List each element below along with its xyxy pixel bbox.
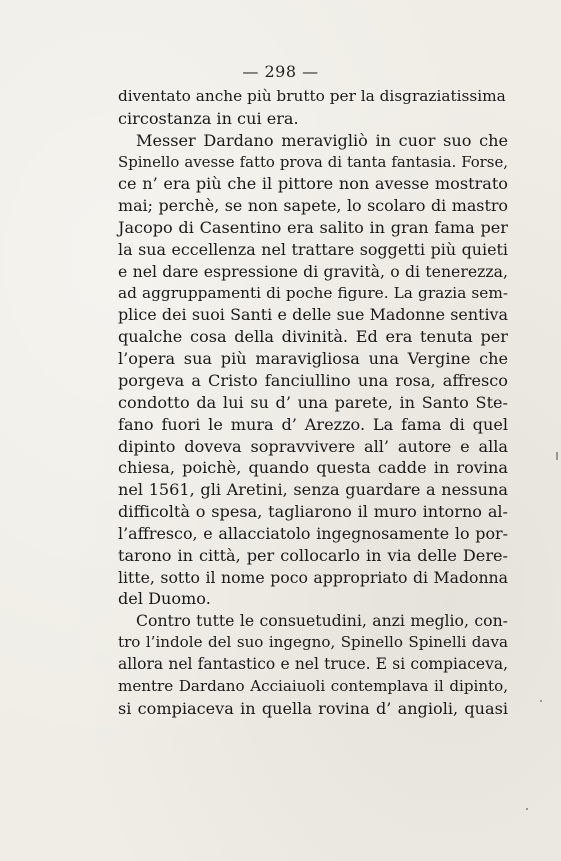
text-line: si compiaceva in quella rovina d’ angioli, quasi bbox=[118, 698, 508, 718]
body-text bbox=[118, 86, 508, 719]
text-line: circostanza in cui era. bbox=[118, 108, 299, 128]
scan-speck bbox=[556, 452, 558, 460]
text-line: nel 1561, gli Aretini, senza guardare a nessuna bbox=[118, 480, 508, 500]
text-line: l’affresco, e allacciatolo ingegnosamente lo por- bbox=[118, 523, 508, 543]
text-line: Spinello avesse fatto prova di tanta fantasia. Forse, bbox=[118, 152, 508, 171]
text-line: plice dei suoi Santi e delle sue Madonne sentiva bbox=[118, 305, 508, 325]
scan-speck bbox=[540, 700, 542, 702]
text-line: dipinto doveva sopravvivere all’ autore e alla bbox=[118, 436, 508, 456]
text-line: qualche cosa della divinità. Ed era tenuta per bbox=[118, 327, 508, 347]
text-line: la sua eccellenza nel trattare soggetti più quieti bbox=[118, 239, 508, 259]
text-line: tarono in città, per collocarlo in via delle Dere- bbox=[118, 545, 508, 565]
scan-speck bbox=[526, 808, 528, 810]
text-line: diventato anche più brutto per la disgraziatissima bbox=[118, 87, 506, 105]
text-line: e nel dare espressione di gravità, o di tenerezza, bbox=[118, 261, 508, 281]
text-line: Messer Dardano meravigliò in cuor suo che bbox=[136, 130, 508, 150]
text-line: ce n’ era più che il pittore non avesse mostrato bbox=[118, 174, 508, 194]
page-number: — 298 — bbox=[242, 62, 319, 81]
text-line: porgeva a Cristo fanciullino una rosa, affresco bbox=[118, 370, 508, 390]
text-line: Contro tutte le consuetudini, anzi meglio, con- bbox=[136, 611, 508, 631]
text-line: ad aggruppamenti di poche figure. La grazia sem- bbox=[118, 283, 508, 302]
text-line: condotto da lui su d’ una parete, in Santo Ste- bbox=[118, 392, 508, 412]
text-line: mentre Dardano Acciaiuoli contemplava il dipinto, bbox=[118, 676, 508, 695]
text-line: litte, sotto il nome poco appropriato di Madonna bbox=[118, 567, 508, 587]
text-line: chiesa, poichè, quando questa cadde in rovina bbox=[118, 458, 508, 478]
text-line: Jacopo di Casentino era salito in gran fama per bbox=[118, 218, 508, 238]
text-line: mai; perchè, se non sapete, lo scolaro di mastro bbox=[118, 196, 508, 216]
text-line: l’opera sua più maravigliosa una Vergine che bbox=[118, 349, 508, 369]
text-line: difficoltà o spesa, tagliarono il muro intorno al- bbox=[118, 502, 508, 522]
text-line: fano fuori le mura d’ Arezzo. La fama di quel bbox=[118, 414, 508, 434]
text-line: del Duomo. bbox=[118, 589, 211, 609]
text-line: allora nel fantastico e nel truce. E si compiaceva, bbox=[118, 654, 508, 673]
text-line: tro l’indole del suo ingegno, Spinello Spinelli dava bbox=[118, 633, 508, 652]
